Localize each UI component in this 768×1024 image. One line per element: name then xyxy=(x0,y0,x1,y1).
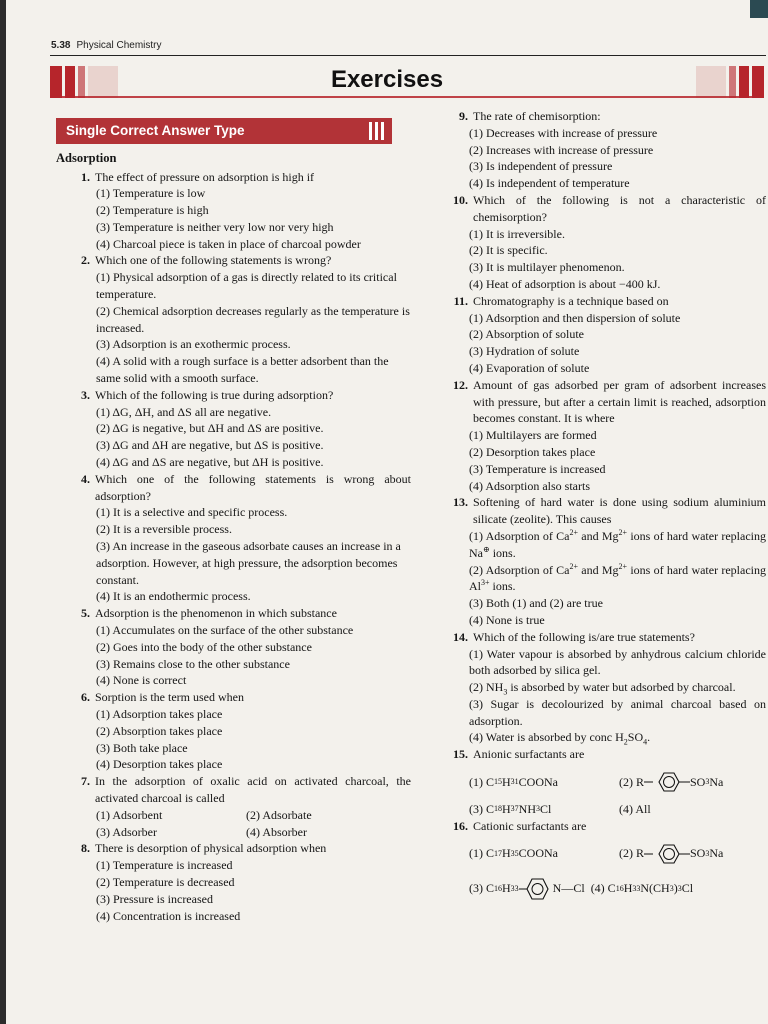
question-8 xyxy=(56,840,411,924)
question-1 xyxy=(56,169,411,253)
question-2 xyxy=(56,252,411,386)
question-number: 1. xyxy=(81,169,90,184)
left-column xyxy=(56,150,411,924)
option: (1) Accumulates on the surface of the other substance xyxy=(96,623,354,638)
question-text: Which one of the following statements is wrong? xyxy=(95,253,332,268)
question-number: 9. xyxy=(459,109,468,123)
option: (4) Evaporation of solute xyxy=(469,360,590,375)
option: (1) C 17 H 35 COONa xyxy=(469,846,558,861)
question-number: 6. xyxy=(81,690,90,705)
option: (2) $NH_3$ is absorbed by water but adsorbed by charcoal. xyxy=(469,680,736,697)
option: (3) Hydration of solute xyxy=(469,344,580,359)
option: (1) Adsorption of $Ca^{2+}$ and $Mg^{2+}$ ions of hard water replacing Na⊕ ions. xyxy=(469,527,767,560)
question-9 xyxy=(444,108,766,192)
option: (3) An increase in the gaseous adsorbate causes an increase in a adsorption. However, at high pressure, the adsorption becomes constant. xyxy=(96,539,401,587)
option: (2) It is a reversible process. xyxy=(96,522,232,537)
option: (1) ΔG, ΔH, and ΔS all are negative. xyxy=(96,404,272,419)
section-label: Single Correct Answer Type xyxy=(66,123,245,138)
question-3 xyxy=(56,387,411,471)
question-10 xyxy=(444,192,766,293)
question-text: Sorption is the term used when xyxy=(95,690,244,705)
question-number: 14. xyxy=(453,629,468,644)
option: (1) It is irreversible. xyxy=(469,226,565,241)
option: (3) Is independent of pressure xyxy=(469,159,613,174)
option: (1) Water vapour is absorbed by anhydrous calcium chloride both adsorbed by silica gel. xyxy=(469,646,766,678)
running-head xyxy=(51,40,162,51)
page-number: 5.38 xyxy=(51,40,71,51)
banner-bars xyxy=(369,122,384,140)
option: (3) Temperature is increased xyxy=(469,461,606,476)
option: (3) Adsorber xyxy=(96,824,157,839)
option: (2) Adsorbate xyxy=(246,807,312,822)
question-text: Which of the following is/are true statements? xyxy=(473,629,695,644)
question-12 xyxy=(444,377,766,495)
option: (2) R SO 3 Na xyxy=(619,769,766,795)
question-5 xyxy=(56,605,411,689)
option: (4) Absorber xyxy=(246,824,307,839)
option: (3) Pressure is increased xyxy=(96,891,213,906)
question-text: In the adsorption of oxalic acid on activated charcoal, the activated charcoal is called xyxy=(95,774,411,805)
option: (3) ΔG and ΔH are negative, but ΔS is positive. xyxy=(96,438,324,453)
topic-heading: Adsorption xyxy=(56,151,117,165)
option: (2) Goes into the body of the other substance xyxy=(96,639,312,654)
option: (2) Absorption of solute xyxy=(469,327,584,342)
option: (4) Is independent of temperature xyxy=(469,176,630,191)
question-11 xyxy=(444,293,766,377)
option: (1) Temperature is low xyxy=(96,186,206,201)
question-text: Amount of gas adsorbed per gram of adsorbent increases with pressure, but after a certain limit is reached, adsorption becomes constant. It is where xyxy=(473,377,766,426)
question-4 xyxy=(56,471,411,605)
question-number: 12. xyxy=(453,377,468,392)
option: (3) It is multilayer phenomenon. xyxy=(469,260,625,275)
option: (3) C 16 H 33 N —Cl xyxy=(469,875,585,903)
option: (4) A solid with a rough surface is a better adsorbent than the same solid with a smooth surface. xyxy=(96,354,389,386)
option: (2) Absorption takes place xyxy=(96,723,223,738)
option: (4) None is correct xyxy=(96,673,187,688)
option: (1) Adsorption takes place xyxy=(96,707,223,721)
left-question-list xyxy=(56,169,411,774)
option: (2) Chemical adsorption decreases regularly as the temperature is increased. xyxy=(96,303,410,335)
option-grid xyxy=(469,841,766,867)
option: (2) Temperature is decreased xyxy=(96,874,235,889)
question-text: Which of the following is not a characteristic of chemisorption? xyxy=(473,192,766,224)
question-number: 15. xyxy=(453,747,468,762)
question-text: Which of the following is true during adsorption? xyxy=(95,387,334,402)
question-number: 11. xyxy=(453,293,468,308)
option: (4) Charcoal piece is taken in place of charcoal powder xyxy=(96,236,361,251)
header-rule xyxy=(50,55,766,56)
question-number: 16. xyxy=(453,818,468,833)
question-text: Which one of the following statements is wrong about adsorption? xyxy=(95,471,411,503)
question-15 xyxy=(444,746,766,818)
section-banner xyxy=(56,118,392,144)
book-title: Physical Chemistry xyxy=(76,40,162,51)
question-7 xyxy=(56,773,411,840)
option: (4) None is true xyxy=(469,612,545,627)
question-text: The rate of chemisorption: xyxy=(473,109,601,123)
option: (3) Temperature is neither very low nor very high xyxy=(96,219,334,234)
option: (4) C 16 H 33 N(CH 3 ) 3 Cl xyxy=(590,881,694,896)
option: (2) Temperature is high xyxy=(96,203,209,218)
question-number: 5. xyxy=(81,606,90,621)
option-grid xyxy=(469,769,766,818)
option: (4) It is an endothermic process. xyxy=(96,589,251,604)
pyridinium-ring-icon xyxy=(519,875,553,903)
option: (1) Decreases with increase of pressure xyxy=(469,125,658,140)
option-grid xyxy=(96,807,411,841)
benzene-ring-icon xyxy=(644,841,690,867)
question-number: 13. xyxy=(453,495,468,510)
question-number: 4. xyxy=(81,471,90,486)
question-text: Adsorption is the phenomenon in which substance xyxy=(95,606,337,621)
question-text: There is desorption of physical adsorption when xyxy=(95,841,327,856)
option: (2) R SO 3 Na xyxy=(619,841,766,867)
option: (2) ΔG is negative, but ΔH and ΔS are positive. xyxy=(96,421,324,436)
option: (3) Remains close to the other substance xyxy=(96,656,290,671)
question-text: Chromatography is a technique based on xyxy=(473,293,669,308)
option: (2) Desorption takes place xyxy=(469,444,596,459)
option: (3) Adsorption is an exothermic process. xyxy=(96,337,291,352)
option: (1) It is a selective and specific process. xyxy=(96,505,288,520)
option-row xyxy=(469,875,766,903)
question-text: The effect of pressure on adsorption is high if xyxy=(95,169,315,184)
option: (1) Adsorbent xyxy=(96,807,163,822)
option: (4) Water is absorbed by conc $H_2SO_4$. xyxy=(469,730,651,747)
question-14 xyxy=(444,629,766,747)
question-16 xyxy=(444,818,766,903)
option: (1) C 15 H 31 COONa xyxy=(469,774,558,789)
question-13 xyxy=(444,494,766,628)
benzene-ring-icon xyxy=(644,769,690,795)
option: (1) Multilayers are formed xyxy=(469,428,597,443)
option: (2) It is specific. xyxy=(469,243,548,258)
question-text: Anionic surfactants are xyxy=(473,747,585,762)
option: (4) Concentration is increased xyxy=(96,908,241,923)
option: (1) Physical adsorption of a gas is directly related to its critical temperature. xyxy=(96,270,397,302)
option: (1) Temperature is increased xyxy=(96,858,233,873)
question-number: 10. xyxy=(453,192,468,207)
option: (4) Heat of adsorption is about −400 kJ. xyxy=(469,276,661,291)
question-number: 7. xyxy=(81,774,90,789)
page-title: Exercises xyxy=(330,66,444,93)
question-text: Cationic surfactants are xyxy=(473,818,587,833)
option: (1) Adsorption and then dispersion of solute xyxy=(469,310,681,325)
right-question-list xyxy=(444,108,766,494)
title-rule xyxy=(50,96,764,98)
question-number: 8. xyxy=(81,841,90,856)
option: (4) ΔG and ΔS are negative, but ΔH is positive. xyxy=(96,455,324,470)
option: (4) Desorption takes place xyxy=(96,757,223,772)
question-text: Softening of hard water is done using sodium aluminium silicate (zeolite). This causes xyxy=(473,495,766,527)
question-number: 2. xyxy=(81,253,90,268)
option: (2) Adsorption of $Ca^{2+}$ and $Mg^{2+}$ ions of hard water replacing $Al^{3+}$ ions. xyxy=(469,561,767,594)
question-6 xyxy=(56,689,411,773)
option: (4) All xyxy=(619,802,651,817)
page-corner-tab xyxy=(750,0,768,18)
right-column xyxy=(444,108,766,903)
option: (3) Both (1) and (2) are true xyxy=(469,596,603,611)
question-number: 3. xyxy=(81,387,90,402)
option: (4) Adsorption also starts xyxy=(469,478,590,493)
textbook-page xyxy=(6,0,768,1024)
option: (3) C 18 H 37 NH 3 Cl xyxy=(469,802,552,817)
option: (3) Both take place xyxy=(96,740,188,755)
option: (3) Sugar is decolourized by animal charcoal based on adsorption. xyxy=(469,696,766,728)
option: (2) Increases with increase of pressure xyxy=(469,142,654,157)
